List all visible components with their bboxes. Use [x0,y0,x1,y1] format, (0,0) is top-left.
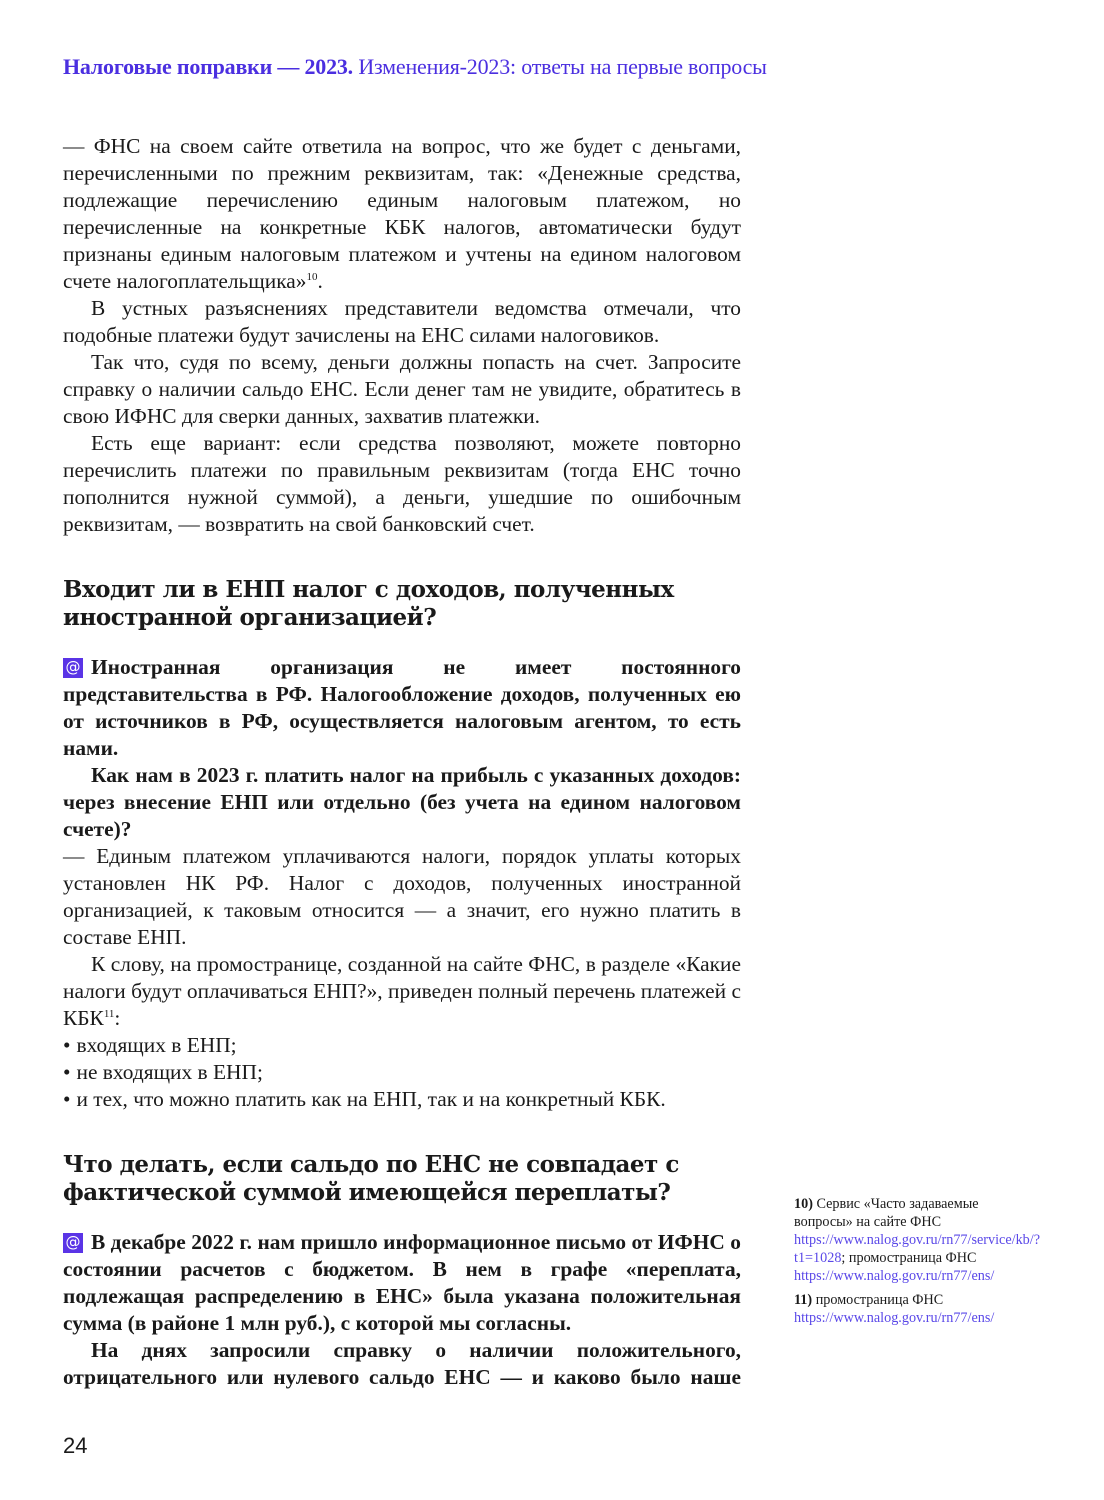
at-question-icon: @ [63,1233,83,1253]
bullet-item: • не входящих в ЕНП; [63,1059,741,1086]
section1-heading: Входит ли в ЕНП налог с доходов, полученных иностранной организацией? [63,576,674,631]
intro-answer-paragraph: — ФНС на своем сайте ответила на вопрос, что же будет с деньгами, перечисленными по прежним реквизитам, так: «Денежные средства, подлежащие перечислению единым налоговым платежом, но перечисленные на конкретные КБК налогов, автоматически будут признаны единым налоговым платежом и учтены на едином налоговом счете налогоплательщика»$^{10}$. [63,134,741,293]
footnote-10-link-faq[interactable]: https://www.nalog.gov.ru/rn77/service/kb/?t1=1028 [794,1232,1041,1266]
at-question-icon: @ [63,658,83,678]
bullet-item: • входящих в ЕНП; [63,1032,741,1059]
bullet-item: • и тех, что можно платить как на ЕНП, так и на конкретный КБК. [63,1086,741,1113]
section2-heading: Что делать, если сальдо по ЕНС не совпадает с фактической суммой имеющейся переплаты? [63,1151,679,1206]
footnotes [794,1195,1041,1333]
footnote-ref-10[interactable]: 10 [306,271,318,283]
footnote-11-link-ens[interactable]: https://www.nalog.gov.ru/rn77/ens/ [794,1310,995,1326]
section2-question-paragraph-1: @ В декабре 2022 г. нам пришло информационное письмо от ИФНС о состоянии расчетов с бюджетом. В нем в графе «переплата, подлежащая распределению в ЕНС» была указана положительная сумма (в районе 1 млн руб.), с которой мы согласны. [63,1230,741,1335]
running-head [63,54,767,80]
section1-answer-paragraph-1: — Единым платежом уплачиваются налоги, порядок уплаты которых установлен НК РФ. Налог с доходов, полученных иностранной организацией, к таковым относится — а значит, его нужно платить в составе ЕНП. [63,844,741,949]
intro-paragraph-2: В устных разъяснениях представители ведомства отмечали, что подобные платежи будут зачислены на ЕНС силами налоговиков. [63,296,741,347]
footnote-10-link-ens[interactable]: https://www.nalog.gov.ru/rn77/ens/ [794,1268,995,1284]
footnote-ref-11[interactable]: 11 [103,1008,115,1020]
section1-question-paragraph-1: @ Иностранная организация не имеет постоянного представительства в РФ. Налогообложение доходов, полученных ею от источников в РФ, осуществляется налоговым агентом, то есть нами. [63,655,741,760]
footnote-11: 11) промостраница ФНС https://www.nalog.gov.ru/rn77/ens/ [794,1292,995,1326]
section1-answer-paragraph-2: К слову, на промостранице, созданной на сайте ФНС, в разделе «Какие налоги будут оплачиваться ЕНП?», приведен полный перечень платежей с КБК$^{11}$: [63,952,741,1030]
intro-paragraph-4: Есть еще вариант: если средства позволяют, можете повторно перечислить платежи по правильным реквизитам (тогда ЕНС точно пополнится нужной суммой), а деньги, ушедшие по ошибочным реквизитам, — возвратить на свой банковский счет. [63,431,741,536]
intro-paragraph-3: Так что, судя по всему, деньги должны попасть на счет. Запросите справку о наличии сальдо ЕНС. Если денег там не увидите, обратитесь в свою ИФНС для сверки данных, захватив платежки. [63,350,741,428]
footnote-10: 10) Сервис «Часто задаваемые вопросы» на сайте ФНС https://www.nalog.gov.ru/rn77/service/kb/?t1=1028; промостраница ФНС https://www.nalog.gov.ru/rn77/ens/ [794,1196,1041,1284]
running-head-chapter: Изменения-2023: ответы на первые вопросы [358,54,767,79]
kbk-bullet-list [63,1032,741,1113]
page-number: 24 [63,1433,88,1458]
section2-question-paragraph-2: На днях запросили справку о наличии положительного, отрицательного или нулевого сальдо ЕНС — и каково было наше [63,1338,741,1389]
main-column [63,133,741,1391]
running-head-section: Налоговые поправки — 2023. [63,54,353,79]
section1-question-paragraph-2: Как нам в 2023 г. платить налог на прибыль с указанных доходов: через внесение ЕНП или отдельно (без учета на едином налоговом счете)? [63,763,741,841]
